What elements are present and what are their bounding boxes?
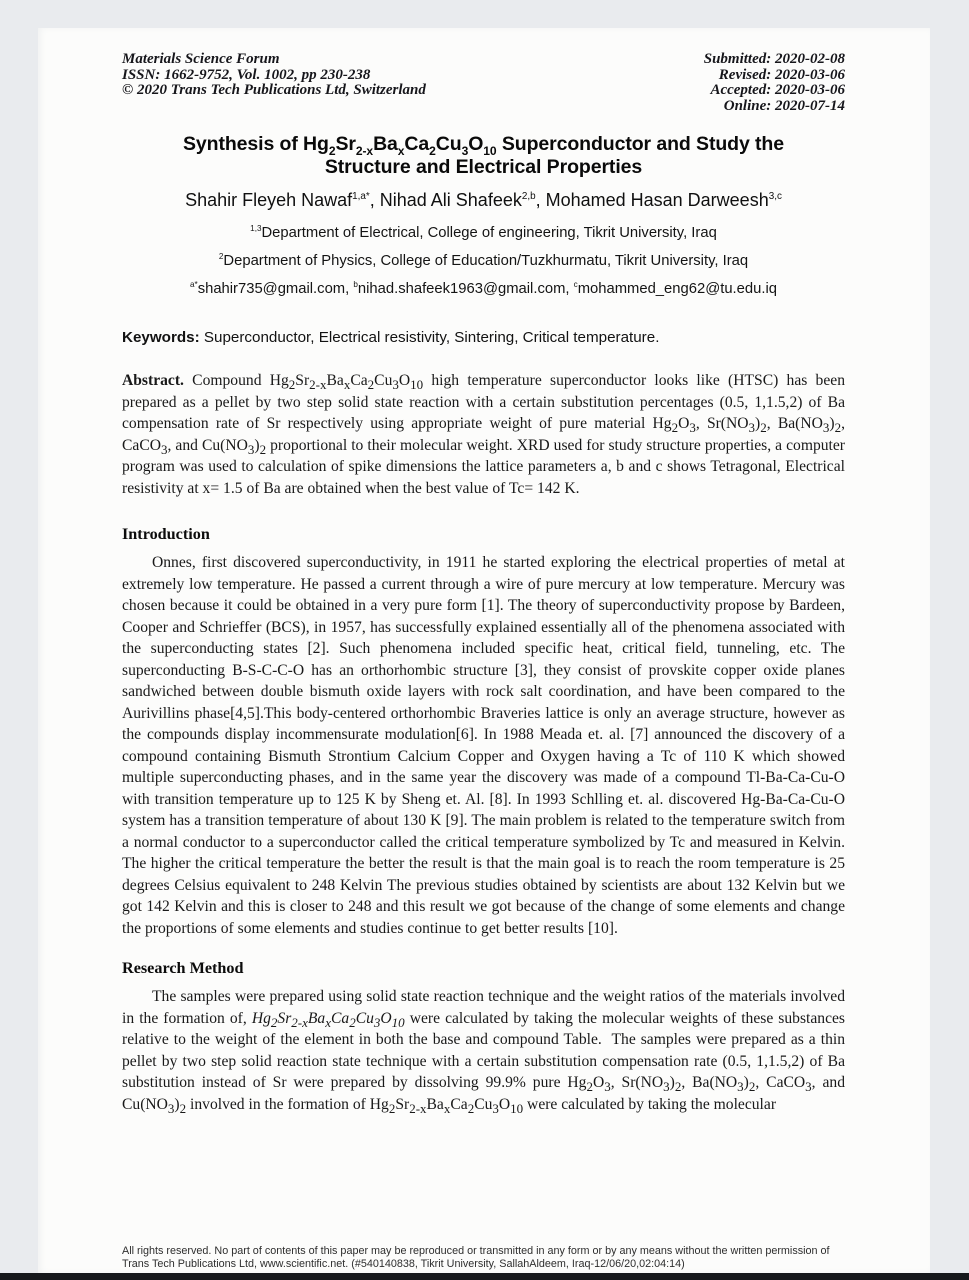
abstract-paragraph: Abstract. Compound $Hg_2Sr_{2-x}Ba_xCa_2Cu_3O_{10}$ high temperature superconductor looks like (HTSC) has been prepared as a pellet by two step solid state reaction with a certain substitution percentages (0.5, 1,1.5,2) of Ba compensation rate of Sr respectively using appropriate weight of pure material $Hg_2O_3$, $Sr(NO_3)_2$, $Ba(NO_3)_2$, CaCO$_3$, and $Cu(NO_3)_2$ proportional to their molecular weight. XRD used for study structure properties, a computer program was used to calculation of spike dimensions the lattice parameters a, b and c shows Tetragonal, Electrical resistivity at x= 1.5 of Ba are obtained when the best value of Tc= 142 K.	[122, 372, 845, 497]
scanned-paper-page	[38, 28, 930, 1273]
keywords-line	[122, 329, 845, 346]
journal-header	[122, 52, 845, 114]
section-heading-research-method: Research Method	[122, 959, 244, 977]
date-online: Online: 2020-07-14	[723, 97, 845, 114]
scan-bottom-edge	[0, 1273, 969, 1280]
affiliation-electrical: $^{1,3}$Department of Electrical, College of engineering, Tikrit University, Iraq	[250, 224, 717, 241]
section-heading-introduction: Introduction	[122, 525, 210, 543]
research-method-paragraph: The samples were prepared using solid state reaction technique and the weight ratios of the materials involved in the formation of, $Hg_2Sr_{2-x}Ba_xCa_2Cu_3O_{10}$ were calculated by taking the molecular weights of these substances relative to the weight of the element in both the base and compound Table. The samples were prepared as a thin pellet by two step solid reaction state technique with a certain substitution compensation rate (0.5, 1,1.5,2) of Ba substitution instead of Sr were prepared by dissolving 99.9% pure $Hg_2O_3$, $Sr(NO_3)_2$, $Ba(NO_3)_2$, CaCO$_3$, and $Cu(NO_3)_2$ involved in the formation of $Hg_2Sr_{2-x}Ba_xCa_2Cu_3O_{10}$ were calculated by taking the molecular	[122, 988, 845, 1116]
copyright-footer: All rights reserved. No part of contents of this paper may be reproduced or transmitted in any form or by any means without the written permission of Trans Tech Publications Ltd, www.scientific.net. (#540140838, Tikrit University, SallahAldeem, Iraq-12/06/20,02:04:14)	[122, 1245, 830, 1270]
affiliation-physics: $^2$Department of Physics, College of Education/Tuzkhurmatu, Tikrit University, Iraq	[218, 252, 749, 269]
journal-copyright: © 2020 Trans Tech Publications Ltd, Switzerland	[122, 82, 426, 98]
keywords-label: Keywords:	[122, 329, 200, 346]
journal-name: Materials Science Forum	[122, 51, 280, 67]
date-accepted: Accepted: 2020-03-06	[710, 82, 845, 98]
paper-title: Synthesis of $Hg_2Sr_{2-x}Ba_xCa_2Cu_3O_{10}$ Superconductor and Study the Structure and Electrical Properties	[183, 133, 784, 178]
introduction-paragraph: Onnes, first discovered superconductivity, in 1911 he started exploring the electrical properties of metal at extremely low temperature. He passed a current through a wire of pure mercury at low temperature. Mercury was chosen because it could be obtained in a very pure form [1]. The theory of superconductivity propose by Bardeen, Cooper and Schrieffer (BCS), in 1957, has successfully explained essentially all of the phenomena associated with the superconducting states [2]. Such phenomena included specific heat, critical field, tunneling, etc. The superconducting B-S-C-C-O has an orthorhombic structure [3], they consist of provskite copper oxide planes sandwiched between double bismuth oxide layers with rock salt coordination, and have been compared to the Aurivillins phase[4,5].This body-centered orthorhombic Braveries lattice is only an average structure, however as the compounds display incommensurate modulation[6]. In 1988 Meada et. al. [7] announced the discovery of a compound containing Bismuth Strontium Calcium Copper and Oxygen having a Tc of 110 K which showed multiple superconducting phases, and in the same year the discovery was made of a compound Tl-Ba-Ca-Cu-O with transition temperature up to 125 K by Sheng et. Al. [8]. In 1993 Schlling et. al. discovered Hg-Ba-Ca-Cu-O system has a transition temperature of about 130 K [9]. The main problem is related to the temperature switch from a normal conductor to a superconductor called the critical temperature symbolized by Tc and measured in Kelvin. The higher the critical temperature the better the result is that the main goal is to reach the room temperature is 25 degrees Celsius equivalent to 248 Kelvin The previous studies obtained by scientists are about 132 Kelvin but we got 142 Kelvin and this is closer to 248 and this result we got because of the change of some elements and change the proportions of some elements and studies continue to get better results [10].	[122, 554, 845, 937]
keywords-text: Superconductor, Electrical resistivity, Sintering, Critical temperature.	[203, 329, 660, 346]
submission-dates-block	[704, 52, 845, 114]
affiliations-block	[122, 219, 845, 303]
date-revised: Revised: 2020-03-06	[718, 66, 845, 83]
author-emails: $^{a*}$shahir735@gmail.com, $^b$nihad.shafeek1963@gmail.com, $^c$mohammed_eng62@tu.edu.iq	[190, 280, 777, 297]
journal-info-block	[122, 52, 426, 114]
author-names: Shahir Fleyeh Nawaf$^{1,a*}$, Nihad Ali Shafeek$^{2,b}$, Mohamed Hasan Darweesh$^{3,c}$	[185, 190, 782, 210]
date-submitted: Submitted: 2020-02-08	[703, 51, 845, 67]
journal-issn-volume: ISSN: 1662-9752, Vol. 1002, pp 230-238	[122, 66, 371, 83]
